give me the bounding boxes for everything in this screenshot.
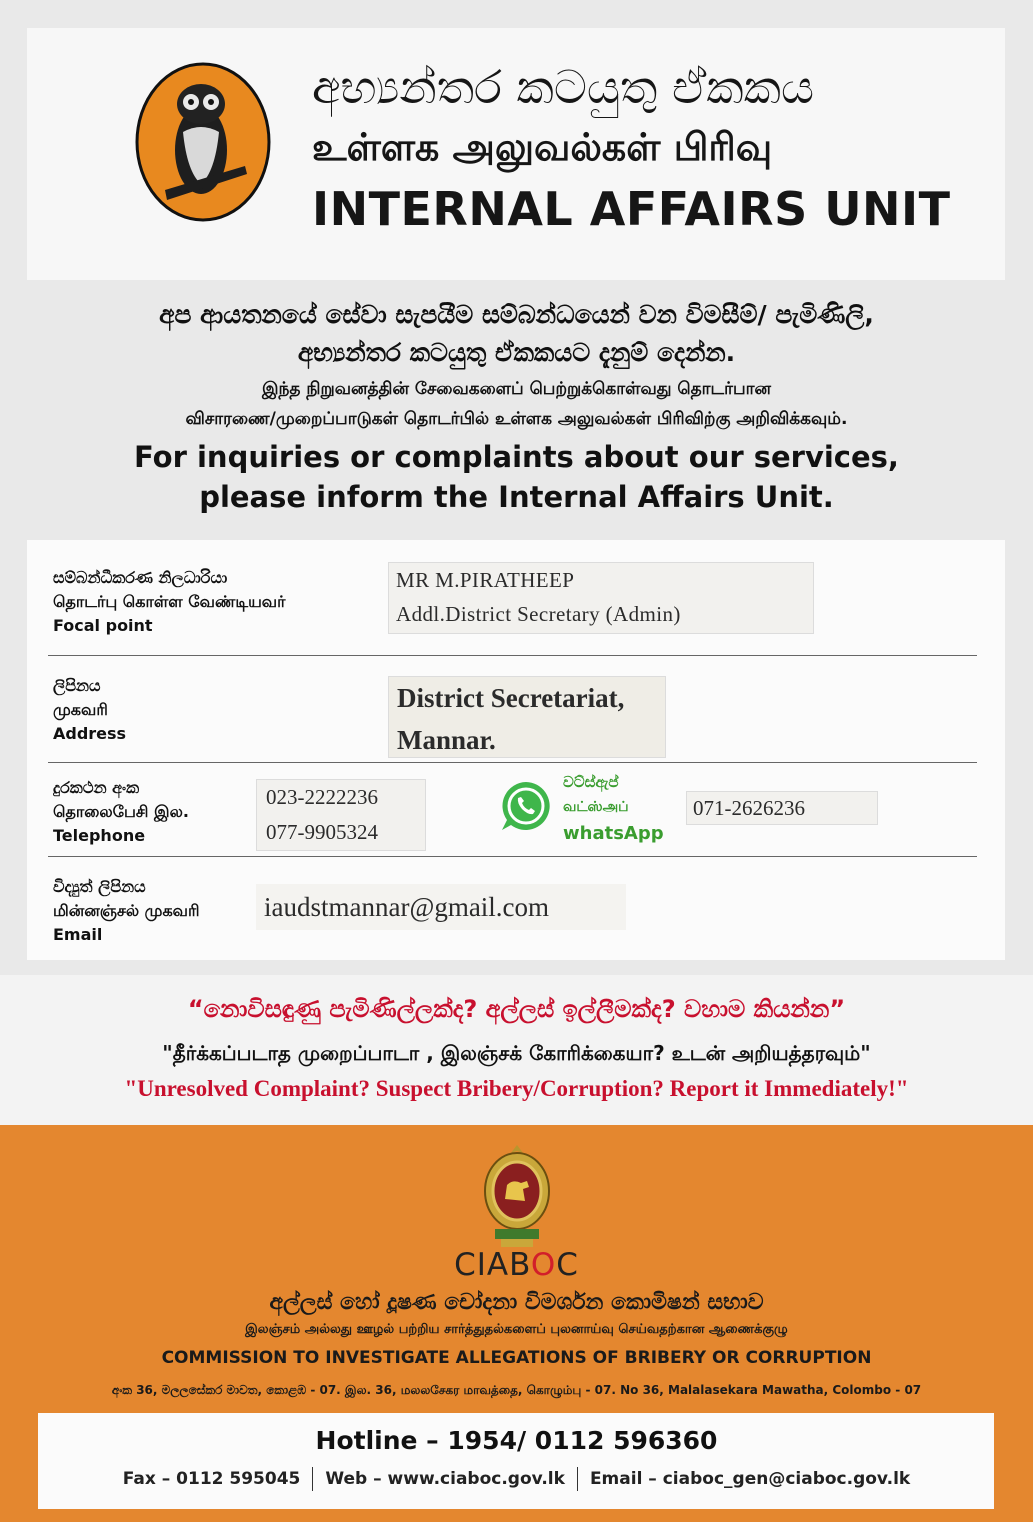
address-label-en: Address xyxy=(53,724,127,743)
footer-contact-row xyxy=(0,1467,1033,1491)
telephone-value xyxy=(256,779,426,851)
telephone-number1[interactable]: 023-2222236 xyxy=(266,785,378,809)
separator xyxy=(312,1467,313,1491)
warning-tamil: "தீர்க்கப்படாத முறைப்பாடா , இலஞ்சக் கோரிக்கையா? உடன் அறியத்தரவும்" xyxy=(162,1041,871,1065)
intro-sinhala-line1: අප ආයතනයේ සේවා සැපයීම සම්බන්ධයෙන් වන විමසීම්/ පැමිණිලි, xyxy=(159,300,874,329)
commission-name-sinhala: අල්ලස් හෝ දූෂණ චෝදනා විමර්ශන කොමිෂන් සභාව xyxy=(269,1290,764,1315)
address-label-si: ලිපිනය xyxy=(53,676,101,695)
separator xyxy=(577,1467,578,1491)
divider xyxy=(48,655,977,656)
whatsapp-label-si: වට්ස්ඇප් xyxy=(563,773,619,791)
hotline[interactable]: Hotline – 1954/ 0112 596360 xyxy=(315,1426,718,1455)
email-label xyxy=(53,875,200,947)
divider xyxy=(48,762,977,763)
telephone-label xyxy=(53,776,189,848)
ciaboc-letters-post: C xyxy=(556,1247,579,1283)
title-sinhala: අභ්‍යන්තර කටයුතු ඒකකය xyxy=(312,60,815,114)
website-link[interactable]: Web – www.ciaboc.gov.lk xyxy=(325,1469,565,1489)
address-value xyxy=(388,676,666,758)
intro-english-line1: For inquiries or complaints about our services, xyxy=(134,440,899,474)
focal-point-label-si: සම්බන්ධීකරණ නිලධාරියා xyxy=(53,568,228,587)
intro-english-line2: please inform the Internal Affairs Unit. xyxy=(199,480,834,514)
whatsapp-icon xyxy=(499,779,553,833)
email-address[interactable]: iaudstmannar@gmail.com xyxy=(264,892,550,922)
telephone-label-en: Telephone xyxy=(53,826,146,845)
telephone-label-si: දුරකථන අංක xyxy=(53,778,140,797)
intro-tamil-line2: விசாரணை/முறைப்பாடுகள் தொடர்பில் உள்ளக அலுவல்கள் பிரிவிற்கு அறிவிக்கவும். xyxy=(185,409,848,429)
commission-name-tamil: இலஞ்சம் அல்லது ஊழல் பற்றிய சார்த்துதல்களைப் புலனாய்வு செய்வதற்கான ஆணைக்குழு xyxy=(245,1322,788,1337)
title-english: INTERNAL AFFAIRS UNIT xyxy=(312,182,951,236)
sri-lanka-emblem-icon xyxy=(477,1143,557,1253)
owl-icon xyxy=(135,62,271,222)
title-tamil: உள்ளக அலுவல்கள் பிரிவு xyxy=(312,125,773,169)
focal-point-label xyxy=(53,566,285,638)
fax: Fax – 0112 595045 xyxy=(122,1469,301,1489)
whatsapp-value xyxy=(686,791,878,825)
whatsapp-label-ta: வட்ஸ்அப் xyxy=(563,799,629,815)
ciaboc-letter-o: O xyxy=(530,1247,557,1283)
warning-sinhala: “නොවිසඳුණු පැමිණිල්ලක්ද? අල්ලස් ඉල්ලීමක්ද? වහාම කියන්න” xyxy=(187,995,846,1023)
ciaboc-logo xyxy=(0,1247,1033,1283)
commission-address: අංක 36, මලලසේකර මාවත, කොළඹ - 07. இல. 36, மலலசேகர மாவத்தை, கொழும்பு - 07. No 36, Malalasekara Mawatha, Colombo - 07 xyxy=(111,1383,922,1397)
focal-point-label-ta: தொடர்பு கொள்ள வேண்டியவர் xyxy=(53,592,286,611)
telephone-number2[interactable]: 077-9905324 xyxy=(266,820,378,844)
ciaboc-letters-pre: CIAB xyxy=(454,1247,531,1283)
address-label-ta: முகவரி xyxy=(53,700,108,719)
divider xyxy=(48,856,977,857)
email-label-ta: மின்னஞ்சல் முகவரி xyxy=(53,901,200,920)
focal-point-name: MR M.PIRATHEEP xyxy=(396,568,575,592)
warning-english: "Unresolved Complaint? Suspect Bribery/Corruption? Report it Immediately!" xyxy=(124,1076,909,1101)
email-label-en: Email xyxy=(53,925,103,944)
whatsapp-number[interactable]: 071-2626236 xyxy=(693,796,805,820)
email-value xyxy=(256,884,626,930)
address-label xyxy=(53,674,126,746)
intro-tamil-line1: இந்த நிறுவனத்தின் சேவைகளைப் பெற்றுக்கொள்வது தொடர்பான xyxy=(261,379,771,399)
focal-point-title: Addl.District Secretary (Admin) xyxy=(396,602,681,626)
whatsapp-label-en: whatsApp xyxy=(563,823,664,844)
commission-name-english: COMMISSION TO INVESTIGATE ALLEGATIONS OF BRIBERY OR CORRUPTION xyxy=(161,1348,872,1368)
focal-point-label-en: Focal point xyxy=(53,616,153,635)
email-label-si: විද්‍යුත් ලිපිනය xyxy=(53,877,146,896)
telephone-label-ta: தொலைபேசி இல. xyxy=(53,802,189,821)
intro-sinhala-line2: අභ්‍යන්තර කටයුතු ඒකකයට දැනුම් දෙන්න. xyxy=(297,338,736,367)
address-line1: District Secretariat, xyxy=(397,683,625,713)
address-line2: Mannar. xyxy=(397,725,496,755)
focal-point-value xyxy=(388,562,814,634)
footer-email-link[interactable]: Email – ciaboc_gen@ciaboc.gov.lk xyxy=(589,1469,911,1489)
